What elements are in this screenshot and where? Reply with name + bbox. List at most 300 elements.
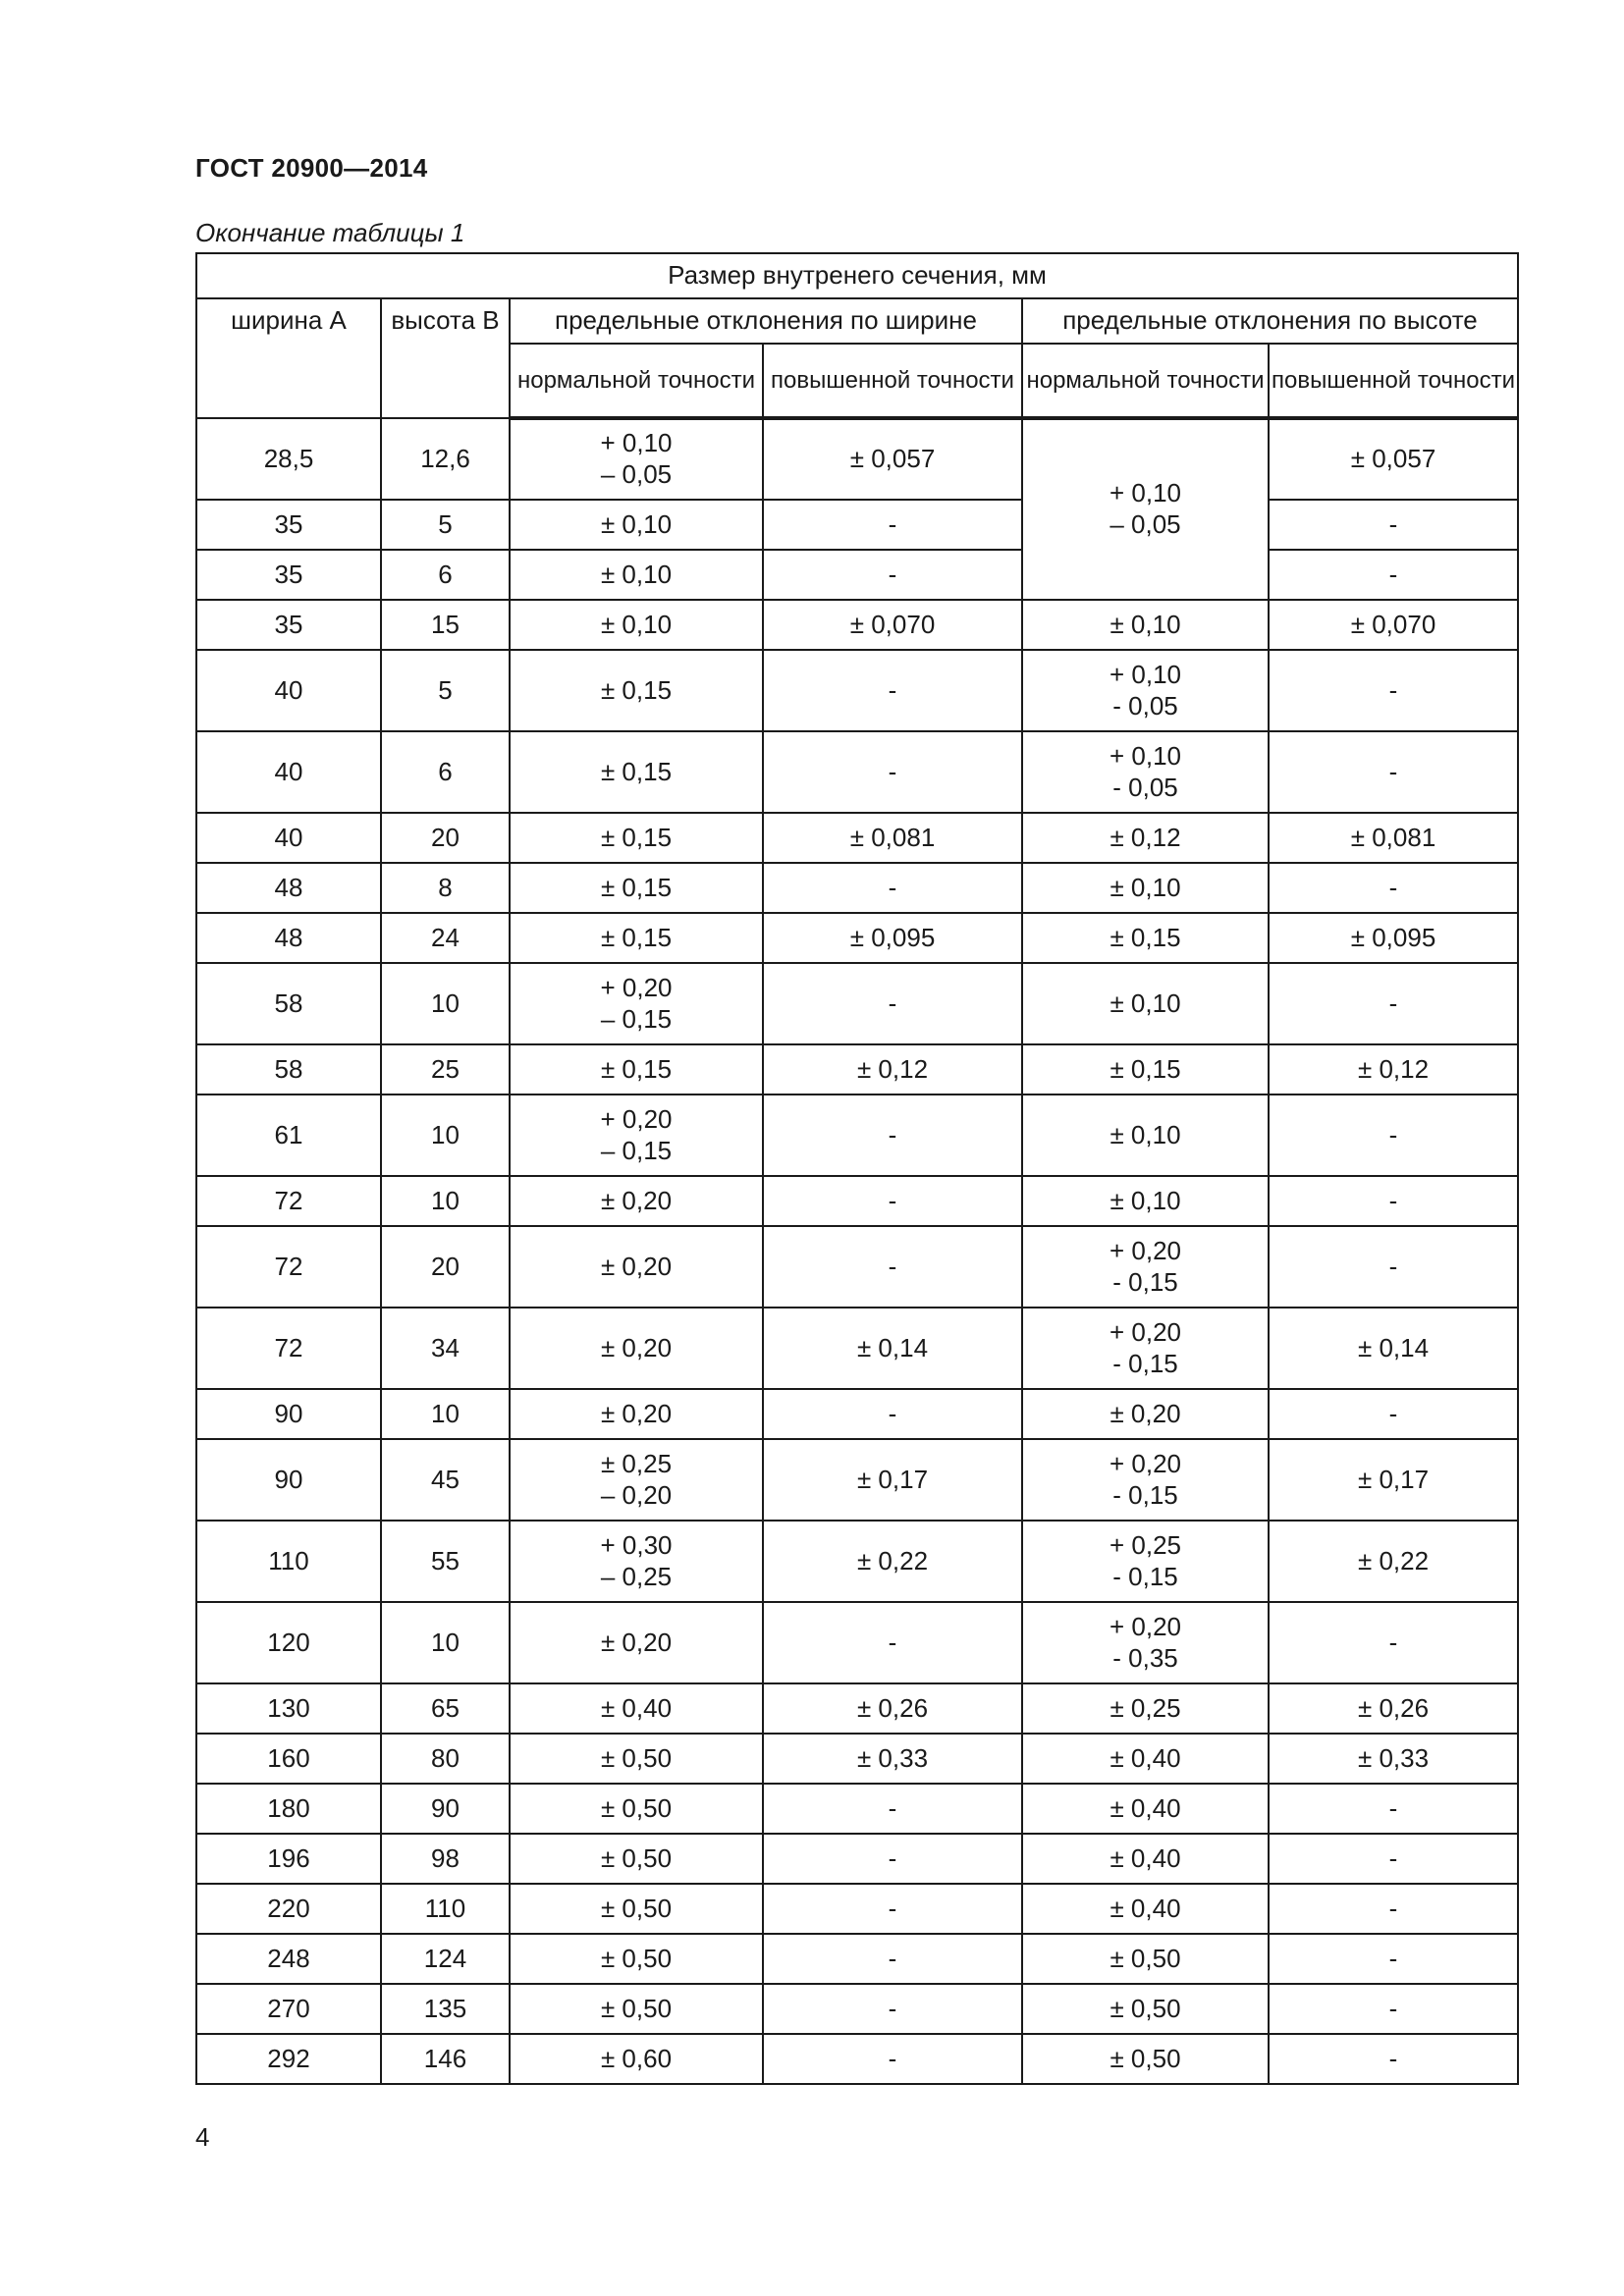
cell-height-increased (1269, 1934, 1518, 1984)
cell-height-b: 25 (381, 1044, 510, 1095)
cell-line: ± 0,20 (600, 1398, 673, 1428)
cell-width-increased (763, 1834, 1022, 1884)
cell-width-increased (763, 418, 1022, 500)
cell-height-b: 6 (381, 731, 510, 813)
cell-line: ± 0,095 (1350, 922, 1436, 952)
cell-line: - (1388, 756, 1398, 786)
cell-width-a: 72 (196, 1226, 381, 1308)
cell-width-a: 40 (196, 650, 381, 731)
page-number: 4 (195, 2122, 210, 2152)
cell-line: ± 0,15 (600, 674, 673, 705)
cell-height-increased (1269, 1884, 1518, 1934)
cell-height-b: 110 (381, 1884, 510, 1934)
cell-height-increased (1269, 600, 1518, 650)
cell-line: ± 0,50 (600, 1893, 673, 1923)
cell-width-a: 40 (196, 813, 381, 863)
cell-width-normal (510, 1834, 763, 1884)
cell-line: ± 0,50 (1110, 2043, 1181, 2073)
table-row (196, 1834, 1518, 1884)
cell-height-increased (1269, 1439, 1518, 1521)
cell-width-normal (510, 1044, 763, 1095)
cell-height-increased (1269, 500, 1518, 550)
cell-height-b: 45 (381, 1439, 510, 1521)
cell-width-normal (510, 913, 763, 963)
cell-width-increased (763, 1439, 1022, 1521)
cell-line: ± 0,20 (600, 1251, 673, 1281)
cell-width-increased (763, 1602, 1022, 1683)
cell-height-b: 10 (381, 1389, 510, 1439)
cell-height-normal (1022, 1884, 1269, 1934)
cell-line: ± 0,10 (600, 609, 673, 639)
cell-line: - (1388, 1943, 1398, 1973)
cell-line: - (1388, 872, 1398, 902)
cell-height-b: 80 (381, 1734, 510, 1784)
cell-height-b: 5 (381, 650, 510, 731)
table-row (196, 550, 1518, 600)
cell-line: - (1388, 1251, 1398, 1281)
table-row (196, 1683, 1518, 1734)
cell-height-normal (1022, 1308, 1269, 1389)
cell-line: + 0,30 (600, 1529, 673, 1560)
cell-width-normal (510, 813, 763, 863)
table-row (196, 500, 1518, 550)
cell-height-normal (1022, 1784, 1269, 1834)
cell-width-a: 48 (196, 913, 381, 963)
cell-height-increased (1269, 2034, 1518, 2084)
cell-width-increased (763, 550, 1022, 600)
cell-height-normal (1022, 863, 1269, 913)
cell-width-a: 110 (196, 1521, 381, 1602)
cell-line: - (888, 1398, 897, 1428)
cell-width-increased (763, 1226, 1022, 1308)
cell-line: ± 0,15 (600, 756, 673, 786)
cell-width-a: 196 (196, 1834, 381, 1884)
cell-width-a: 35 (196, 550, 381, 600)
cell-line: ± 0,50 (1110, 1943, 1181, 1973)
cell-width-increased (763, 650, 1022, 731)
cell-height-normal (1022, 1095, 1269, 1176)
cell-height-increased (1269, 963, 1518, 1044)
cell-line: – 0,15 (600, 1003, 673, 1034)
cell-width-a: 90 (196, 1389, 381, 1439)
cell-width-normal (510, 500, 763, 550)
cell-height-b: 10 (381, 1602, 510, 1683)
cell-height-normal (1022, 1734, 1269, 1784)
cell-width-normal (510, 550, 763, 600)
header-width-deviation: предельные отклонения по ширине (510, 298, 1022, 344)
cell-line: - (888, 872, 897, 902)
table-row (196, 863, 1518, 913)
cell-line: ± 0,10 (1110, 1119, 1181, 1149)
cell-height-increased (1269, 813, 1518, 863)
cell-line: – 0,15 (600, 1135, 673, 1165)
cell-width-a: 40 (196, 731, 381, 813)
cell-height-increased (1269, 1984, 1518, 2034)
cell-line: - (888, 1251, 897, 1281)
cell-width-normal (510, 1308, 763, 1389)
cell-width-a: 292 (196, 2034, 381, 2084)
cell-line: - (1388, 1893, 1398, 1923)
cell-line: - (1388, 2043, 1398, 2073)
cell-line: + 0,20 (1109, 1448, 1181, 1478)
cell-line: ± 0,50 (600, 1842, 673, 1873)
cell-line: - (888, 1185, 897, 1215)
cell-line: - 0,15 (1112, 1266, 1178, 1297)
cell-line: + 0,20 (1109, 1235, 1181, 1265)
cell-line: ± 0,40 (1110, 1893, 1181, 1923)
cell-line: ± 0,50 (600, 1993, 673, 2023)
cell-line: - (888, 674, 897, 705)
cell-line: ± 0,12 (856, 1053, 929, 1084)
cell-height-increased (1269, 550, 1518, 600)
cell-height-normal (1022, 600, 1269, 650)
cell-width-normal (510, 1226, 763, 1308)
cell-width-a: 90 (196, 1439, 381, 1521)
cell-line: ± 0,20 (600, 1185, 673, 1215)
cell-line: - (888, 1627, 897, 1657)
cell-width-a: 58 (196, 963, 381, 1044)
cell-line: ± 0,10 (600, 508, 673, 539)
cell-line: - (1388, 508, 1398, 539)
cell-height-normal (1022, 1602, 1269, 1683)
cell-height-increased (1269, 1521, 1518, 1602)
cell-line: + 0,10 (1109, 478, 1181, 508)
cell-line: ± 0,17 (856, 1464, 929, 1494)
cell-height-normal (1022, 1521, 1269, 1602)
cell-line: - (888, 756, 897, 786)
cell-height-b: 6 (381, 550, 510, 600)
cell-height-increased (1269, 1308, 1518, 1389)
cell-width-increased (763, 731, 1022, 813)
cell-width-normal (510, 650, 763, 731)
cell-line: ± 0,33 (1357, 1742, 1430, 1773)
table-row (196, 1044, 1518, 1095)
cell-height-b: 20 (381, 1226, 510, 1308)
cell-width-increased (763, 1934, 1022, 1984)
table-row (196, 1389, 1518, 1439)
cell-width-normal (510, 1884, 763, 1934)
cell-width-increased (763, 963, 1022, 1044)
table-body (196, 418, 1518, 2084)
cell-width-normal (510, 1176, 763, 1226)
cell-height-normal (1022, 418, 1269, 600)
cell-line: - 0,15 (1112, 1348, 1178, 1378)
cell-line: + 0,20 (600, 972, 673, 1002)
cell-line: ± 0,10 (1110, 609, 1181, 639)
cell-width-a: 180 (196, 1784, 381, 1834)
cell-width-increased (763, 1389, 1022, 1439)
cell-height-b: 20 (381, 813, 510, 863)
cell-line: ± 0,057 (1350, 444, 1436, 474)
cell-width-normal (510, 600, 763, 650)
cell-width-normal (510, 1389, 763, 1439)
cell-height-increased (1269, 418, 1518, 500)
cell-line: + 0,20 (1109, 1316, 1181, 1347)
cell-height-increased (1269, 1683, 1518, 1734)
table-row (196, 1226, 1518, 1308)
table-row (196, 650, 1518, 731)
cell-line: ± 0,50 (600, 1943, 673, 1973)
cell-line: ± 0,081 (849, 822, 936, 852)
cell-height-b: 135 (381, 1984, 510, 2034)
cell-width-a: 130 (196, 1683, 381, 1734)
header-height-normal: нормальной точности (1022, 344, 1269, 418)
cell-width-normal (510, 1683, 763, 1734)
cell-width-increased (763, 1095, 1022, 1176)
header-width-normal: нормальной точности (510, 344, 763, 418)
cell-width-normal (510, 1095, 763, 1176)
table-row (196, 1734, 1518, 1784)
cell-line: ± 0,10 (1110, 1185, 1181, 1215)
table-row (196, 1521, 1518, 1602)
cell-line: ± 0,15 (600, 872, 673, 902)
cell-width-a: 58 (196, 1044, 381, 1095)
cell-line: ± 0,15 (1110, 1053, 1181, 1084)
cell-line: – 0,05 (1110, 509, 1181, 539)
cell-line: - (1388, 1185, 1398, 1215)
cell-line: ± 0,15 (600, 822, 673, 852)
cell-height-increased (1269, 863, 1518, 913)
cell-line: + 0,20 (600, 1103, 673, 1134)
cell-line: ± 0,40 (600, 1692, 673, 1723)
cell-width-a: 48 (196, 863, 381, 913)
cell-height-b: 65 (381, 1683, 510, 1734)
cell-width-increased (763, 863, 1022, 913)
cell-height-increased (1269, 1176, 1518, 1226)
cell-line: – 0,25 (600, 1561, 673, 1591)
cell-height-increased (1269, 650, 1518, 731)
cell-width-normal (510, 1734, 763, 1784)
table-row (196, 1308, 1518, 1389)
cell-height-normal (1022, 1044, 1269, 1095)
cell-height-normal (1022, 1984, 1269, 2034)
cell-line: ± 0,15 (1110, 922, 1181, 952)
cell-line: ± 0,20 (600, 1332, 673, 1362)
cell-line: ± 0,081 (1350, 822, 1436, 852)
cell-width-normal (510, 1602, 763, 1683)
cell-line: - (888, 988, 897, 1018)
table-row (196, 813, 1518, 863)
cell-line: - (1388, 559, 1398, 589)
cell-line: - 0,15 (1112, 1561, 1178, 1591)
cell-line: - (1388, 1398, 1398, 1428)
cell-line: - (888, 2043, 897, 2073)
cell-width-increased (763, 1176, 1022, 1226)
cell-line: + 0,20 (1109, 1611, 1181, 1641)
cell-width-a: 220 (196, 1884, 381, 1934)
cell-width-increased (763, 1044, 1022, 1095)
cell-line: - (888, 1119, 897, 1149)
header-group-title: Размер внутренего сечения, мм (196, 253, 1518, 298)
cell-height-normal (1022, 1934, 1269, 1984)
table-row (196, 1095, 1518, 1176)
cell-height-normal (1022, 1834, 1269, 1884)
cell-line: - (1388, 674, 1398, 705)
cell-width-increased (763, 1984, 1022, 2034)
cell-line: - (888, 1842, 897, 1873)
cell-line: - 0,05 (1112, 690, 1178, 721)
cell-line: ± 0,20 (1110, 1398, 1181, 1428)
cell-width-increased (763, 500, 1022, 550)
cell-width-increased (763, 813, 1022, 863)
cell-line: ± 0,50 (1110, 1993, 1181, 2023)
cell-line: + 0,10 (1109, 740, 1181, 771)
cell-line: – 0,05 (600, 459, 673, 489)
cell-height-increased (1269, 1834, 1518, 1884)
cell-line: ± 0,10 (600, 559, 673, 589)
cell-line: ± 0,17 (1357, 1464, 1430, 1494)
cell-line: ± 0,60 (600, 2043, 673, 2073)
cell-line: ± 0,095 (849, 922, 936, 952)
cell-width-normal (510, 1521, 763, 1602)
cell-height-increased (1269, 1784, 1518, 1834)
cell-height-increased (1269, 1095, 1518, 1176)
cell-line: ± 0,40 (1110, 1742, 1181, 1773)
cell-line: ± 0,40 (1110, 1842, 1181, 1873)
table-row (196, 1602, 1518, 1683)
cell-line: - 0,15 (1112, 1479, 1178, 1510)
cell-line: ± 0,22 (856, 1545, 929, 1575)
cell-height-normal (1022, 1683, 1269, 1734)
cell-line: - (888, 1893, 897, 1923)
cell-line: - (1388, 1792, 1398, 1823)
cell-height-b: 8 (381, 863, 510, 913)
cell-width-increased (763, 1521, 1022, 1602)
header-height-deviation: предельные отклонения по высоте (1022, 298, 1518, 344)
cell-height-normal (1022, 1389, 1269, 1439)
cell-height-b: 124 (381, 1934, 510, 1984)
cell-height-b: 55 (381, 1521, 510, 1602)
cell-height-increased (1269, 1602, 1518, 1683)
cell-height-increased (1269, 1734, 1518, 1784)
cell-height-increased (1269, 913, 1518, 963)
cell-line: ± 0,14 (1357, 1332, 1430, 1362)
cell-width-a: 35 (196, 600, 381, 650)
header-height-b: высота В (381, 298, 510, 418)
cell-height-b: 12,6 (381, 418, 510, 500)
cell-width-normal (510, 1439, 763, 1521)
cell-line: - (888, 1792, 897, 1823)
cell-height-normal (1022, 913, 1269, 963)
cell-line: ± 0,26 (856, 1692, 929, 1723)
cell-line: - (888, 1993, 897, 2023)
cell-line: ± 0,12 (1357, 1053, 1430, 1084)
cell-height-b: 15 (381, 600, 510, 650)
table-row (196, 963, 1518, 1044)
cell-width-a: 160 (196, 1734, 381, 1784)
cell-width-a: 35 (196, 500, 381, 550)
cell-height-b: 24 (381, 913, 510, 963)
table-row (196, 1934, 1518, 1984)
table-row (196, 1884, 1518, 1934)
cell-line: ± 0,12 (1110, 822, 1181, 852)
cell-width-a: 270 (196, 1984, 381, 2034)
cell-width-a: 120 (196, 1602, 381, 1683)
cell-height-b: 34 (381, 1308, 510, 1389)
table-row (196, 1984, 1518, 2034)
cell-line: - (888, 508, 897, 539)
cell-width-normal (510, 731, 763, 813)
cell-width-increased (763, 1884, 1022, 1934)
cell-line: ± 0,10 (1110, 872, 1181, 902)
cell-width-increased (763, 1784, 1022, 1834)
cell-height-increased (1269, 1389, 1518, 1439)
cell-height-b: 10 (381, 1176, 510, 1226)
cell-line: - 0,35 (1112, 1642, 1178, 1673)
cell-height-increased (1269, 731, 1518, 813)
document-title: ГОСТ 20900—2014 (195, 153, 428, 183)
cell-height-increased (1269, 1226, 1518, 1308)
cell-width-normal (510, 963, 763, 1044)
cell-line: ± 0,070 (1350, 609, 1436, 639)
table-row (196, 2034, 1518, 2084)
cell-height-b: 146 (381, 2034, 510, 2084)
cell-line: - (1388, 1842, 1398, 1873)
cell-line: - 0,05 (1112, 772, 1178, 802)
cell-line: + 0,10 (600, 428, 673, 458)
cell-line: ± 0,50 (600, 1742, 673, 1773)
cell-line: – 0,20 (600, 1479, 673, 1510)
cell-line: - (1388, 1119, 1398, 1149)
cell-width-increased (763, 913, 1022, 963)
cell-height-normal (1022, 731, 1269, 813)
cell-line: ± 0,10 (1110, 988, 1181, 1018)
cell-line: ± 0,50 (600, 1792, 673, 1823)
table-row (196, 1176, 1518, 1226)
cell-line: ± 0,25 (1110, 1692, 1181, 1723)
header-width-a: ширина А (196, 298, 381, 418)
tolerance-table (195, 252, 1519, 2085)
cell-line: ± 0,22 (1357, 1545, 1430, 1575)
table-row (196, 1784, 1518, 1834)
cell-width-increased (763, 2034, 1022, 2084)
header-width-increased: повышенной точности (763, 344, 1022, 418)
cell-height-normal (1022, 1439, 1269, 1521)
cell-height-normal (1022, 650, 1269, 731)
cell-line: - (888, 559, 897, 589)
cell-height-normal (1022, 1226, 1269, 1308)
cell-width-normal (510, 863, 763, 913)
table-row (196, 731, 1518, 813)
cell-line: ± 0,40 (1110, 1792, 1181, 1823)
cell-line: ± 0,15 (600, 922, 673, 952)
cell-line: + 0,10 (1109, 659, 1181, 689)
cell-height-increased (1269, 1044, 1518, 1095)
table-row (196, 600, 1518, 650)
header-height-increased: повышенной точности (1269, 344, 1518, 418)
cell-height-normal (1022, 963, 1269, 1044)
cell-line: ± 0,070 (849, 609, 936, 639)
cell-width-increased (763, 600, 1022, 650)
cell-height-normal (1022, 2034, 1269, 2084)
table-row (196, 418, 1518, 500)
cell-line: ± 0,26 (1357, 1692, 1430, 1723)
cell-line: ± 0,15 (600, 1053, 673, 1084)
cell-width-increased (763, 1683, 1022, 1734)
table-row (196, 1439, 1518, 1521)
table-row (196, 913, 1518, 963)
cell-height-b: 10 (381, 963, 510, 1044)
cell-width-increased (763, 1734, 1022, 1784)
cell-line: - (1388, 988, 1398, 1018)
table-caption: Окончание таблицы 1 (195, 218, 465, 247)
cell-height-normal (1022, 813, 1269, 863)
cell-width-a: 72 (196, 1308, 381, 1389)
cell-width-normal (510, 1784, 763, 1834)
cell-width-normal (510, 1984, 763, 2034)
cell-height-normal (1022, 1176, 1269, 1226)
cell-width-a: 72 (196, 1176, 381, 1226)
